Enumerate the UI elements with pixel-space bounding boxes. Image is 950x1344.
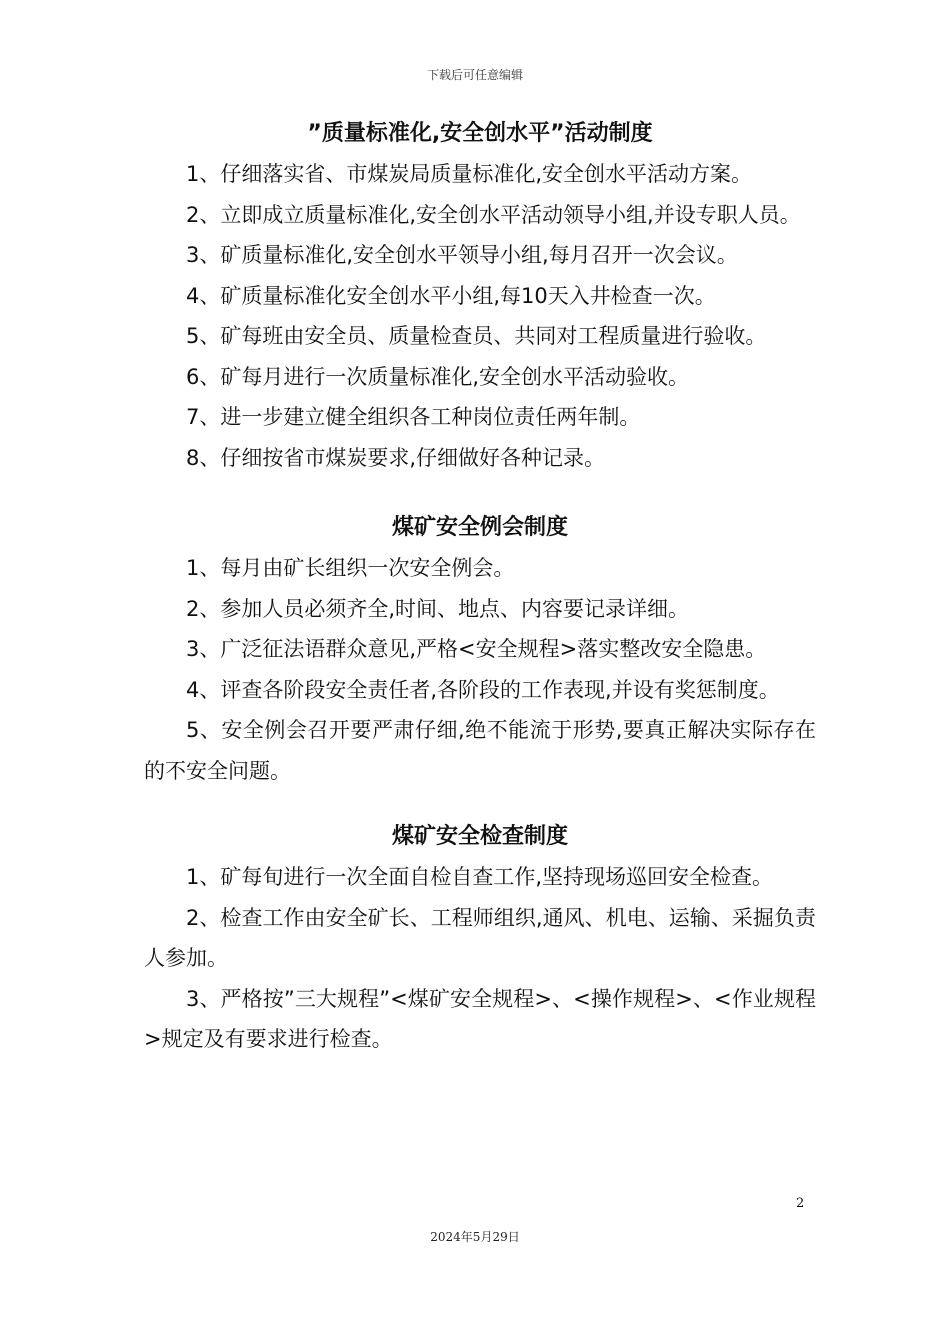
section-spacer	[144, 478, 816, 508]
list-item: 3、矿质量标准化,安全创水平领导小组,每月召开一次会议。	[186, 243, 738, 267]
section-title: ”质量标准化,安全创水平”活动制度	[307, 121, 653, 146]
list-item: 6、矿每月进行一次质量标准化,安全创水平活动验收。	[186, 364, 690, 389]
list-item: 2、检查工作由安全矿长、工程师组织,通风、机电、运输、采掘负责人参加。	[144, 905, 816, 970]
list-item: 1、矿每旬进行一次全面自检自查工作,坚持现场巡回安全检查。	[186, 865, 774, 889]
page-header: 下载后可任意编辑	[426, 68, 523, 82]
document-body	[144, 114, 816, 1060]
section-spacer	[144, 791, 816, 817]
list-item: 7、进一步建立健全组织各工种岗位责任两年制。	[186, 405, 641, 429]
list-item: 5、安全例会召开要严肃仔细,绝不能流于形势,要真正解决实际存在的不安全问题。	[144, 718, 816, 783]
list-item: 1、每月由矿长组织一次安全例会。	[186, 556, 515, 580]
page-number: 2	[796, 1196, 805, 1211]
list-item: 1、仔细落实省、市煤炭局质量标准化,安全创水平活动方案。	[186, 162, 753, 186]
section-title: 煤矿安全例会制度	[391, 515, 568, 540]
list-item: 2、参加人员必须齐全,时间、地点、内容要记录详细。	[186, 596, 690, 621]
list-item: 4、矿质量标准化安全创水平小组,每10天入井检查一次。	[186, 283, 716, 308]
list-item: 8、仔细按省市煤炭要求,仔细做好各种记录。	[186, 445, 606, 470]
section-safety-inspection	[144, 817, 816, 1060]
list-item: 3、广泛征法语群众意见,严格<安全规程>落实整改安全隐患。	[186, 637, 767, 661]
section-safety-meeting	[144, 508, 816, 791]
list-item: 4、评查各阶段安全责任者,各阶段的工作表现,并设有奖惩制度。	[186, 677, 780, 702]
section-title: 煤矿安全检查制度	[391, 824, 568, 849]
list-item: 2、立即成立质量标准化,安全创水平活动领导小组,并设专职人员。	[186, 202, 801, 227]
list-item: 3、严格按”三大规程”<煤矿安全规程>、<操作规程>、<作业规程>规定及有要求进行检查。	[144, 986, 816, 1051]
page-footer-date: 2024年5月29日	[430, 1230, 520, 1244]
list-item: 5、矿每班由安全员、质量检查员、共同对工程质量进行验收。	[186, 324, 767, 348]
section-quality-standardization	[144, 114, 816, 478]
